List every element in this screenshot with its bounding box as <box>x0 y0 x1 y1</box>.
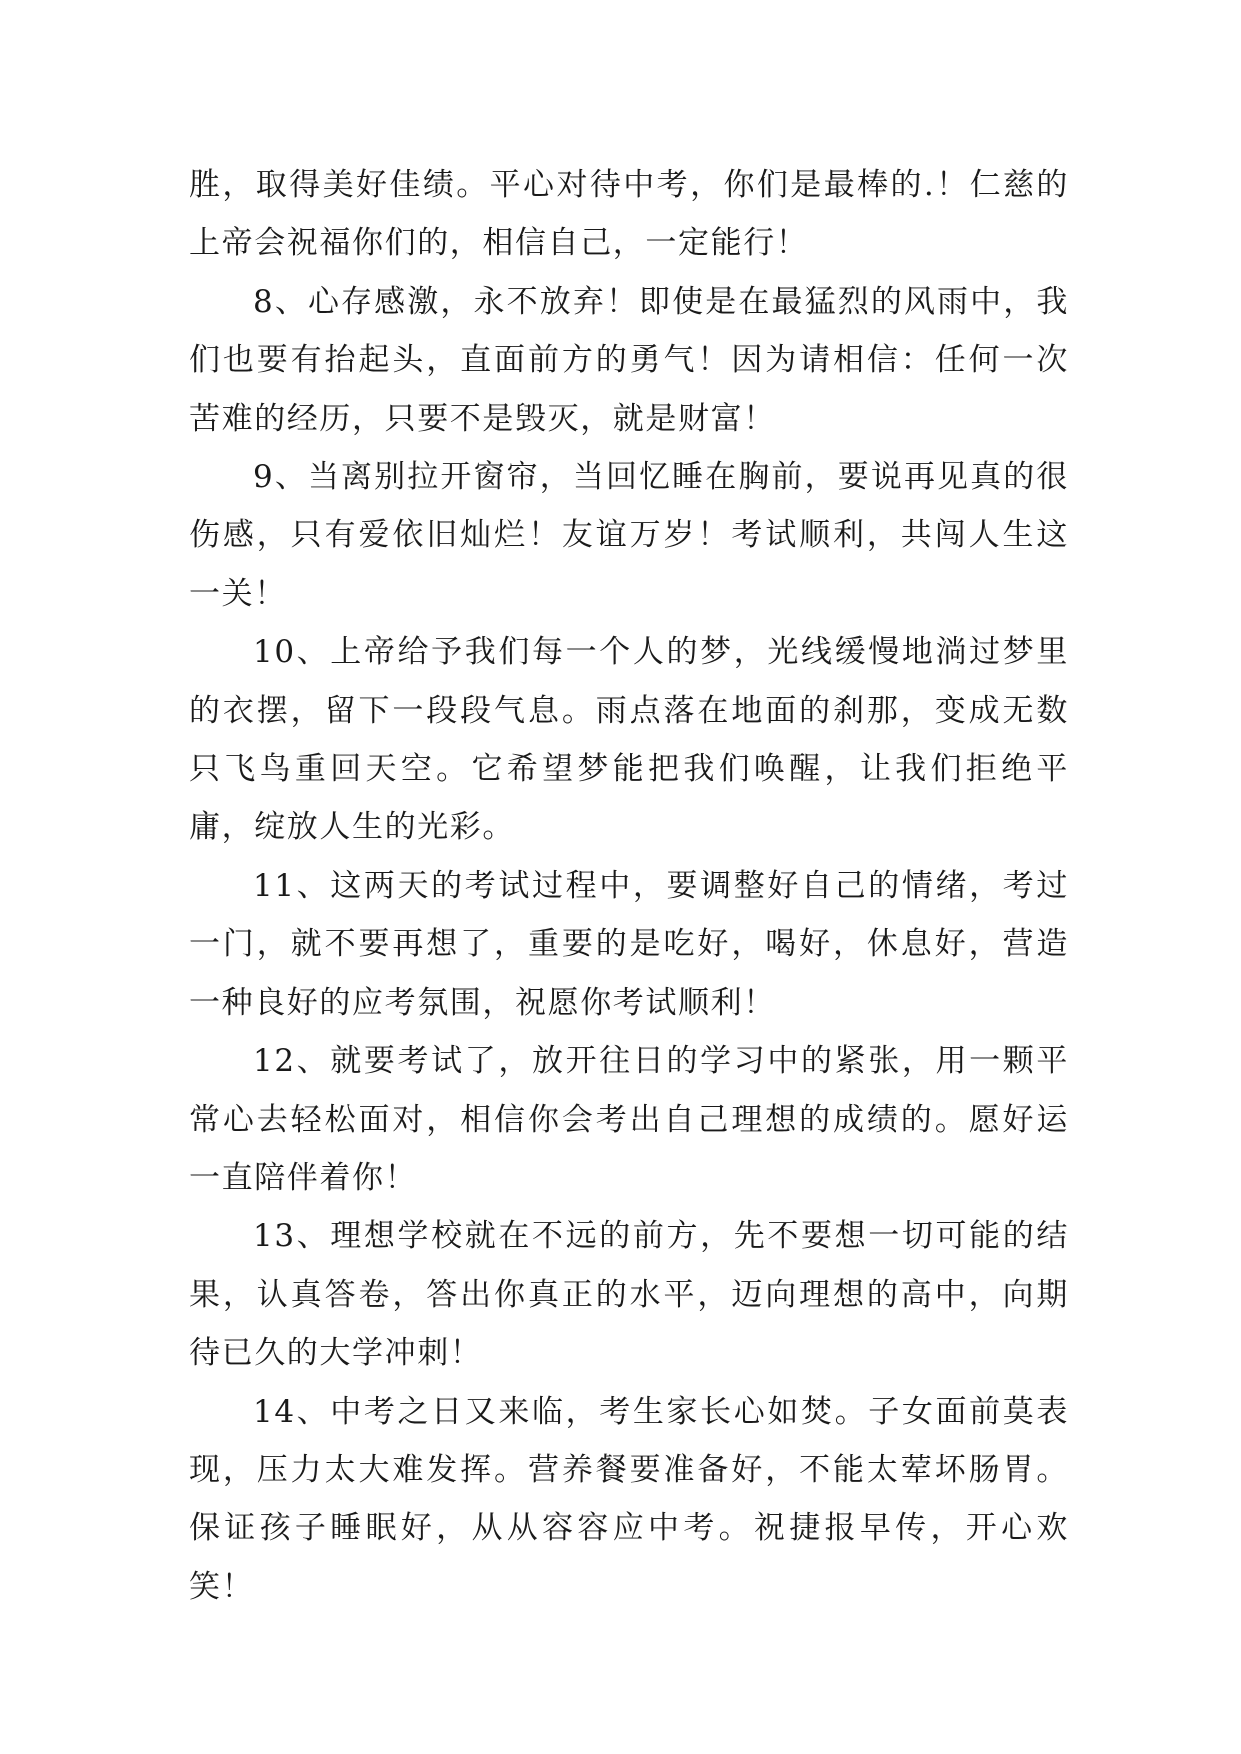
paragraph-10: 10、上帝给予我们每一个人的梦，光线缓慢地淌过梦里的衣摆，留下一段段气息。雨点落在地面的刹那，变成无数只飞鸟重回天空。它希望梦能把我们唤醒，让我们拒绝平庸，绽放人生的光彩。 <box>189 634 1069 846</box>
document-body <box>189 156 1069 1616</box>
paragraph-13: 13、理想学校就在不远的前方，先不要想一切可能的结果，认真答卷，答出你真正的水平，迈向理想的高中，向期待已久的大学冲刺！ <box>189 1218 1069 1372</box>
paragraph-continued: 胜，取得美好佳绩。平心对待中考，你们是最棒的.！仁慈的上帝会祝福你们的，相信自己，一定能行！ <box>189 167 1069 262</box>
paragraph-9: 9、当离别拉开窗帘，当回忆睡在胸前，要说再见真的很伤感，只有爱依旧灿烂！友谊万岁！考试顺利，共闯人生这一关！ <box>189 459 1069 612</box>
paragraph-8: 8、心存感激，永不放弃！即使是在最猛烈的风雨中，我们也要有抬起头，直面前方的勇气！因为请相信：任何一次苦难的经历，只要不是毁灭，就是财富！ <box>189 283 1069 437</box>
paragraph-12: 12、就要考试了，放开往日的学习中的紧张，用一颗平常心去轻松面对，相信你会考出自己理想的成绩的。愿好运一直陪伴着你！ <box>189 1043 1069 1196</box>
paragraph-14: 14、中考之日又来临，考生家长心如焚。子女面前莫表现，压力太大难发挥。营养餐要准备好，不能太荤坏肠胃。保证孩子睡眠好，从从容容应中考。祝捷报早传，开心欢笑！ <box>189 1393 1069 1605</box>
paragraph-11: 11、这两天的考试过程中，要调整好自己的情绪，考过一门，就不要再想了，重要的是吃好，喝好，休息好，营造一种良好的应考氛围，祝愿你考试顺利！ <box>189 867 1069 1021</box>
